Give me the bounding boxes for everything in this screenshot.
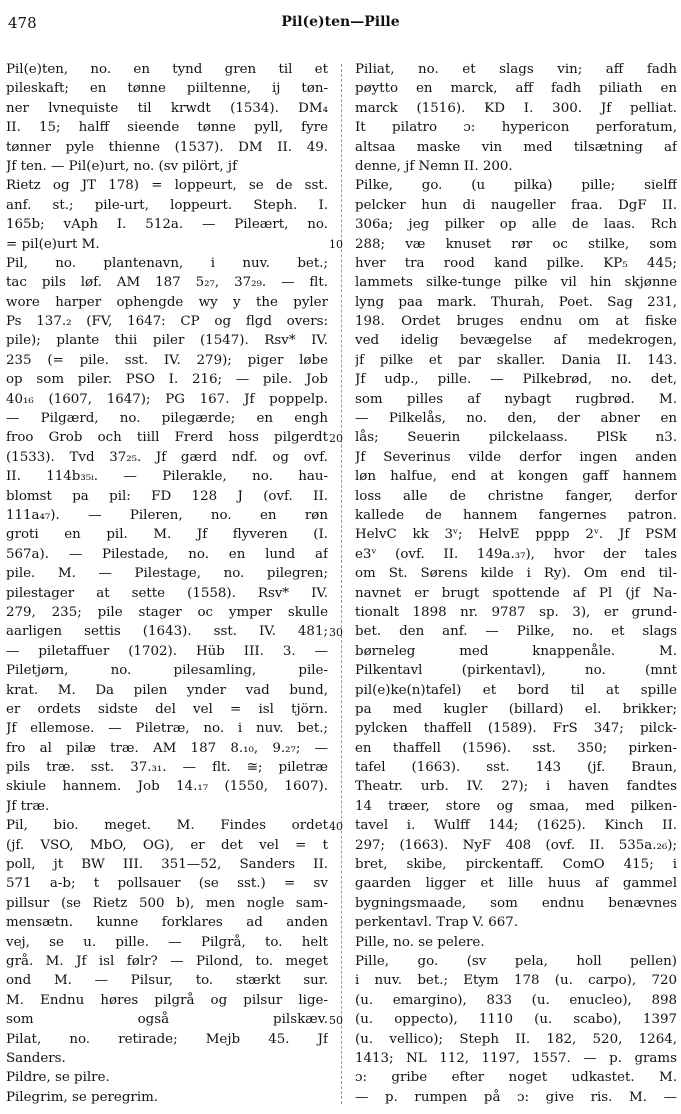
text-line: som pilles af nybagt rugbrød. M. xyxy=(355,391,677,407)
line-number: 10 xyxy=(329,237,343,251)
text-line: fro al pilæ træ. AM 187 8.₁₀, 9.₂₇; — xyxy=(6,740,328,756)
text-line: marck (1516). KD I. 300. Jf pelliat. xyxy=(355,100,677,116)
text-line: pileskaft; en tønne piiltenne, ij tøn- xyxy=(6,81,328,97)
text-line: Jf træ. xyxy=(6,798,50,814)
text-line: It pilatro ɔ: hypericon perforatum, xyxy=(355,120,677,136)
text-line: Piletjørn, no. pilesamling, pile- xyxy=(6,663,328,679)
page-number: 478 xyxy=(8,14,37,32)
text-line: gaarden ligger et lille huus af gammel xyxy=(355,876,677,892)
text-line: tafel (1663). sst. 143 (jf. Braun, xyxy=(355,760,677,776)
text-line: M. Endnu høres pilgrå og pilsur lige- xyxy=(6,992,328,1008)
line-number: 40 xyxy=(329,819,343,833)
text-line: denne, jf Nemn II. 200. xyxy=(355,158,513,174)
text-line: lås; Seuerin pilckelaass. PlSk n3. xyxy=(355,430,677,446)
text-line: — Pilgærd, no. pilegærde; en engh xyxy=(6,411,328,427)
line-number: 50 xyxy=(329,1013,343,1027)
text-line: wore harper ophengde wy y the pyler xyxy=(6,294,328,310)
text-line: = pil(e)urt M. xyxy=(6,236,100,252)
text-line: Pilkentavl (pirkentavl), no. (mnt xyxy=(355,663,677,679)
text-line: Pille, go. (sv pela, holl pellen) xyxy=(355,953,677,969)
text-line: ond M. — Pilsur, to. stærkt sur. xyxy=(6,973,328,989)
line-number: 30 xyxy=(329,625,343,639)
text-line: bret, skibe, pirckentaff. ComO 415; i xyxy=(355,857,677,873)
text-line: Pil, no. plantenavn, i nuv. bet.; xyxy=(6,255,328,271)
text-line: bet. den anf. — Pilke, no. et slags xyxy=(355,624,677,640)
text-line: loss alle de christne fanger, derfor xyxy=(355,488,677,504)
text-line: er ordets sidste del vel = isl tjörn. xyxy=(6,701,328,717)
text-line: (u. oppecto), 1110 (u. scabo), 1397 xyxy=(355,1012,677,1028)
left-column xyxy=(6,60,328,1107)
text-line: hver tra rood kand pilke. KP₅ 445; xyxy=(355,255,677,271)
text-line: skiule hannem. Job 14.₁₇ (1550, 1607). xyxy=(6,779,328,795)
text-line: 288; væ knuset rør oc stilke, som xyxy=(355,236,677,252)
text-line: Jf udp., pille. — Pilkebrød, no. det, xyxy=(355,372,677,388)
text-line: Theatr. urb. IV. 27); i haven fandtes xyxy=(355,779,677,795)
text-line: 567a). — Pilestade, no. en lund af xyxy=(6,546,328,562)
text-line: Sanders. xyxy=(6,1050,66,1066)
text-line: (jf. VSO, MbO, OG), er det vel = t xyxy=(6,837,328,853)
text-line: navnet er brugt spottende af Pl (jf Na- xyxy=(355,585,677,601)
text-line: Jf ten. — Pil(e)urt, no. (sv pilört, jf xyxy=(6,158,238,174)
text-line: (u. emargino), 833 (u. enucleo), 898 xyxy=(355,992,677,1008)
text-line: pils træ. sst. 37.₃₁. — flt. ≅; piletræ xyxy=(6,760,328,776)
text-line: jf pilke et par skaller. Dania II. 143. xyxy=(355,352,677,368)
text-line: Jf ellemose. — Piletræ, no. i nuv. bet.; xyxy=(6,721,328,737)
text-line: Ps 137.₂ (FV, 1647: CP og flgd overs: xyxy=(6,314,328,330)
text-line: Pil(e)ten, no. en tynd gren til et xyxy=(6,62,328,77)
text-line: 279, 235; pile stager oc ymper skulle xyxy=(6,604,328,620)
text-line: lammets silke-tunge pilke vil hin skjønne xyxy=(355,275,677,291)
text-line: tavel i. Wulff 144; (1625). Kinch II. xyxy=(355,818,677,834)
text-line: en thaffell (1596). sst. 350; pirken- xyxy=(355,740,677,756)
text-line: ɔ: gribe efter noget udkastet. M. xyxy=(355,1070,677,1086)
text-line: mensætn. kunne forklares ad anden xyxy=(6,915,328,931)
text-line: Pilat, no. retirade; Mejb 45. Jf xyxy=(6,1031,328,1047)
text-line: perkentavl. Trap V. 667. xyxy=(355,915,519,931)
text-line: — Pilkelås, no. den, der abner en xyxy=(355,411,677,427)
text-line: pilestager at sette (1558). Rsv* IV. xyxy=(6,585,328,601)
text-line: vej, se u. pille. — Pilgrå, to. helt xyxy=(6,934,328,950)
text-line: 111a₄₇). — Pileren, no. en røn xyxy=(6,507,328,523)
text-line: anf. st.; pile-urt, loppeurt. Steph. I. xyxy=(6,197,328,213)
text-line: pile); plante thii piler (1547). Rsv* IV. xyxy=(6,333,328,349)
text-line: pa med kugler (billard) el. brikker; xyxy=(355,701,677,717)
text-line: Pildre, se pilre. xyxy=(6,1070,110,1086)
text-line: pile. M. — Pilestage, no. pilegren; xyxy=(6,566,328,582)
running-head: Pil(e)ten—Pille xyxy=(281,14,400,30)
text-line: tac pils løf. AM 187 5₂₇, 37₂₉. — flt. xyxy=(6,275,328,291)
text-line: pillsur (se Rietz 500 b), men nogle sam- xyxy=(6,895,328,911)
text-line: tønner pyle thienne (1537). DM II. 49. xyxy=(6,139,328,155)
text-line: altsaa maske vin med tilsætning af xyxy=(355,139,677,155)
text-line: pil(e)ke(n)tafel) et bord til at spille xyxy=(355,682,677,698)
text-line: løn halfue, end at kongen gaff hannem xyxy=(355,469,677,485)
text-line: Pil, bio. meget. M. Findes ordet xyxy=(6,818,328,834)
text-line: tionalt 1898 nr. 9787 sp. 3), er grund- xyxy=(355,604,677,620)
text-line: 306a; jeg pilker op alle de laas. Rch xyxy=(355,217,677,233)
text-line: groti en pil. M. Jf flyveren (I. xyxy=(6,527,328,543)
right-column xyxy=(355,60,677,1107)
text-line: børneleg med knappenåle. M. xyxy=(355,643,677,659)
text-line: 165b; vAph I. 512a. — Pileært, no. xyxy=(6,217,328,233)
text-line: kallede de hannem fangernes patron. xyxy=(355,507,677,523)
text-line: 235 (= pile. sst. IV. 279); piger løbe xyxy=(6,352,328,368)
text-line: e3ᵛ (ovf. II. 149a.₃₇), hvor der tales xyxy=(355,546,677,562)
text-line: 198. Ordet bruges endnu om at fiske xyxy=(355,314,677,330)
text-line: II. 15; halff sieende tønne pyll, fyre xyxy=(6,120,328,136)
text-line: aarligen settis (1643). sst. IV. 481; xyxy=(6,624,328,640)
text-line: HelvC kk 3ᵛ; HelvE pppp 2ᵛ. Jf PSM xyxy=(355,527,677,543)
text-line: lyng paa mark. Thurah, Poet. Sag 231, xyxy=(355,294,677,310)
text-line: pøytto en marck, aff fadh piliath en xyxy=(355,81,677,97)
column-divider xyxy=(341,64,342,1104)
text-line: 571 a-b; t pollsauer (se sst.) = sv xyxy=(6,876,328,892)
text-line: krat. M. Da pilen ynder vad bund, xyxy=(6,682,328,698)
line-number: 20 xyxy=(329,431,343,445)
text-line: froo Grob och tiill Frerd hoss pilgerdt xyxy=(6,430,328,446)
text-line: (u. vellico); Steph II. 182, 520, 1264, xyxy=(355,1031,677,1047)
text-line: Pilke, go. (u pilka) pille; sielff xyxy=(355,178,677,194)
text-line: blomst pa pil: FD 128 J (ovf. II. xyxy=(6,488,328,504)
text-line: i nuv. bet.; Etym 178 (u. carpo), 720 xyxy=(355,973,677,989)
text-line: pelcker hun di naugeller fraa. DgF II. xyxy=(355,197,677,213)
text-line: (1533). Tvd 37₂₅. Jf gærd ndf. og ovf. xyxy=(6,449,328,465)
text-line: op som piler. PSO I. 216; — pile. Job xyxy=(6,372,328,388)
text-line: ved idelig bevægelse af medekrogen, xyxy=(355,333,677,349)
text-line: — p. rumpen på ɔ: give ris. M. — xyxy=(355,1089,677,1105)
text-line: Pilegrim, se peregrim. xyxy=(6,1089,159,1105)
text-line: bygningsmaade, som endnu benævnes xyxy=(355,895,677,911)
text-line: Piliat, no. et slags vin; aff fadh xyxy=(355,62,677,77)
text-line: 40₁₆ (1607, 1647); PG 167. Jf poppelp. xyxy=(6,391,328,407)
text-line: grå. M. Jf isl følr? — Pilond, to. meget xyxy=(6,953,328,969)
text-line: — piletaffuer (1702). Hüb III. 3. — xyxy=(6,643,328,659)
text-line: 1413; NL 112, 1197, 1557. — p. grams xyxy=(355,1050,677,1066)
text-line: Rietz og JT 178) = loppeurt, se de sst. xyxy=(6,178,328,194)
text-line: Jf Severinus vilde derfor ingen anden xyxy=(355,449,677,465)
text-line: om St. Sørens kilde i Ry). Om end til- xyxy=(355,566,677,582)
text-line: som også pilskæv. xyxy=(6,1012,328,1028)
text-line: 14 træer, store og smaa, med pilken- xyxy=(355,798,677,814)
text-line: pylcken thaffell (1589). FrS 347; pilck- xyxy=(355,721,677,737)
text-line: 297; (1663). NyF 408 (ovf. II. 535a.₂₆); xyxy=(355,837,677,853)
text-line: II. 114b₃₅ᵢ. — Pilerakle, no. hau- xyxy=(6,469,328,485)
text-line: ner lvnequiste til krwdt (1534). DM₄ xyxy=(6,100,328,116)
text-line: poll, jt BW III. 351—52, Sanders II. xyxy=(6,857,328,873)
text-line: Pille, no. se pelere. xyxy=(355,934,485,950)
